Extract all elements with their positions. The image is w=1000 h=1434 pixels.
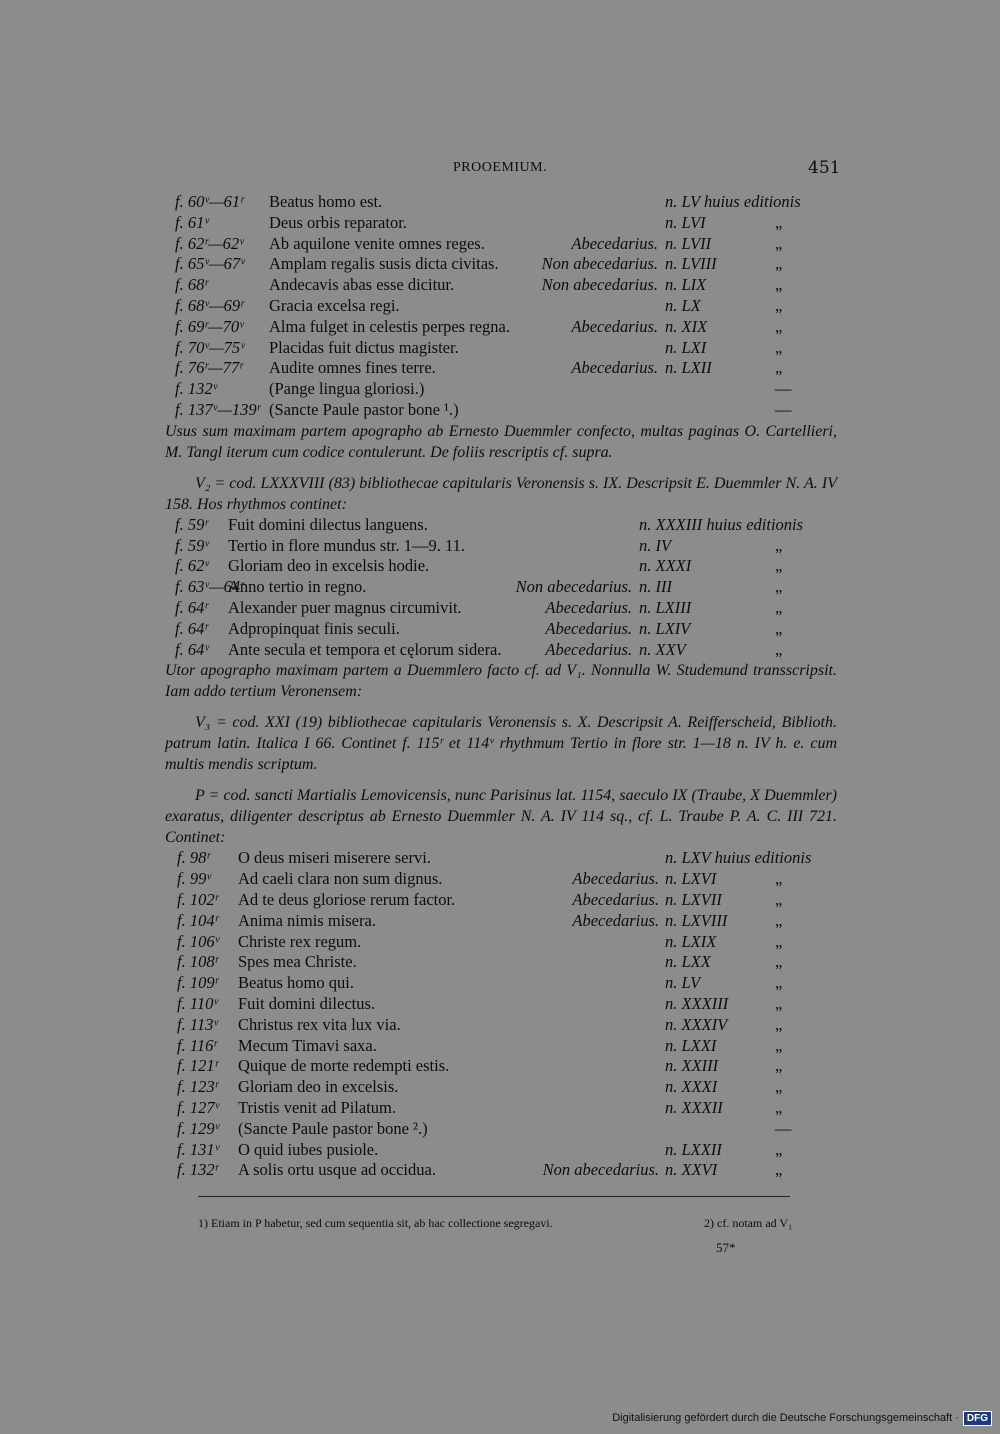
list-row [165, 848, 837, 869]
edition-number: n. XXXIII [665, 993, 729, 1013]
folio-ref: f. 129ᵛ [177, 1118, 220, 1138]
list-row [165, 275, 837, 296]
incipit-text: (Sancte Paule pastor bone ².) [238, 1118, 428, 1138]
folio-ref: f. 108ʳ [177, 952, 219, 972]
folio-ref: f. 121ʳ [177, 1056, 219, 1076]
list-row [165, 973, 837, 994]
edition-number: n. LXI [665, 337, 707, 357]
paragraph-p: P = cod. sancti Martialis Lemovicensis, nunc Parisinus lat. 1154, saeculo IX (Traube, X Duemmler) exaratus, diligenter descriptus ab Ernesto Duemmler N. A. IV 114 sq., cf. L. Traube P. A. C. III 721. Continet: [165, 787, 837, 847]
folio-ref: f. 64ʳ [175, 618, 208, 638]
ditto-mark: „ [775, 1056, 783, 1076]
ditto-mark: — [775, 399, 792, 419]
list-row [165, 338, 837, 359]
edition-number: n. XXV [639, 639, 686, 659]
list-row [165, 1160, 837, 1181]
incipit-text: Ad caeli clara non sum dignus. [238, 869, 443, 889]
abecedarius-note: Abecedarius. [572, 910, 659, 930]
ditto-mark: „ [775, 993, 783, 1013]
folio-ref: f. 131ᵛ [177, 1139, 220, 1159]
incipit-text: O quid iubes pusiole. [238, 1139, 379, 1159]
edition-number: n. LV huius editionis [665, 192, 801, 211]
incipit-text: Gloriam deo in excelsis hodie. [228, 556, 430, 576]
edition-number: n. IV [639, 535, 672, 555]
abecedarius-note: Abecedarius. [571, 316, 658, 336]
edition-number: n. LV [665, 973, 701, 993]
incipit-text: Amplam regalis susis dicta civitas. [269, 254, 499, 274]
sheet-signature: 57* [716, 1240, 736, 1255]
incipit-text: Tristis venit ad Pilatum. [238, 1097, 396, 1117]
ditto-mark: „ [775, 535, 783, 555]
list-row [165, 536, 837, 557]
edition-number: n. XXXIV [665, 1014, 728, 1034]
incipit-text: (Pange lingua gloriosi.) [269, 379, 425, 399]
incipit-text: Spes mea Christe. [238, 952, 357, 972]
folio-ref: f. 76ʳ—77ʳ [175, 358, 243, 378]
list-row [165, 379, 837, 400]
edition-number: n. LXVII [665, 889, 722, 909]
ditto-mark: „ [775, 1097, 783, 1117]
folio-ref: f. 132ᵛ [175, 379, 218, 399]
list-row [165, 1098, 837, 1119]
ditto-mark: „ [775, 1160, 783, 1180]
footnote-1: 1) Etiam in P habetur, sed cum sequentia sit, ab hac collectione segregavi. [198, 1216, 553, 1230]
folio-ref: f. 64ᵛ [175, 639, 209, 659]
list-row [165, 932, 837, 953]
abecedarius-note: Non abecedarius. [541, 275, 658, 295]
incipit-text: Fuit domini dilectus. [238, 993, 376, 1013]
paragraph-v2: V₂ = cod. LXXXVIII (83) bibliothecae capitularis Veronensis s. IX. Descripsit E. Duemmler N. A. IV 158. Hos rhythmos continet: [165, 474, 837, 513]
abecedarius-note: Abecedarius. [545, 597, 632, 617]
list-row [165, 1036, 837, 1057]
list-row [165, 192, 837, 213]
incipit-text: Andecavis abas esse dicitur. [269, 275, 455, 295]
main-text [165, 192, 837, 1181]
folio-ref: f. 127ᵛ [177, 1097, 220, 1117]
folio-ref: f. 69ʳ—70ᵛ [175, 316, 244, 336]
list-row [165, 254, 837, 275]
manuscript-list-v2 [165, 515, 837, 661]
incipit-text: Ad te deus gloriose rerum factor. [238, 889, 456, 909]
folio-ref: f. 64ʳ [175, 597, 208, 617]
list-row [165, 400, 837, 421]
footnote-rule [198, 1196, 790, 1197]
list-row [165, 515, 837, 536]
dfg-logo: DFG [963, 1411, 992, 1426]
list-row [165, 556, 837, 577]
ditto-mark: „ [775, 931, 783, 951]
ditto-mark: „ [775, 556, 783, 576]
edition-number: n. LXX [665, 952, 711, 972]
list-row [165, 994, 837, 1015]
list-row [165, 1077, 837, 1098]
incipit-text: Gracia excelsa regi. [269, 295, 400, 315]
running-head [0, 158, 1000, 182]
edition-number: n. LVIII [665, 254, 717, 274]
list-row [165, 869, 837, 890]
incipit-text: Ante secula et tempora et cęlorum sidera. [228, 639, 502, 659]
ditto-mark: — [775, 1118, 792, 1138]
edition-number: n. LIX [665, 275, 707, 295]
folio-ref: f. 113ᵛ [177, 1014, 218, 1034]
edition-number: n. III [639, 577, 672, 597]
manuscript-list-v1 [165, 192, 837, 421]
edition-number: n. LXV huius editionis [665, 848, 812, 868]
incipit-text: (Sancte Paule pastor bone ¹.) [269, 399, 459, 419]
folio-ref: f. 106ᵛ [177, 931, 220, 951]
folio-ref: f. 104ʳ [177, 910, 219, 930]
paragraph-utor: Utor apographo maximam partem a Duemmlero facto cf. ad V₁. Nonnulla W. Studemund transscripsit. Iam addo tertium Veronensem: [165, 662, 837, 701]
ditto-mark: „ [775, 337, 783, 357]
incipit-text: Alma fulget in celestis perpes regna. [269, 316, 510, 336]
abecedarius-note: Non abecedarius. [541, 254, 658, 274]
abecedarius-note: Abecedarius. [571, 358, 658, 378]
digitization-credit [612, 1408, 992, 1428]
edition-number: n. LXVI [665, 869, 717, 889]
incipit-text: Beatus homo est. [269, 192, 383, 211]
edition-number: n. XXIII [665, 1056, 719, 1076]
ditto-mark: „ [775, 275, 783, 295]
incipit-text: Tertio in flore mundus str. 1—9. 11. [228, 535, 466, 555]
list-row [165, 890, 837, 911]
list-row [165, 358, 837, 379]
folio-ref: f. 132ʳ [177, 1160, 219, 1180]
incipit-text: A solis ortu usque ad occidua. [238, 1160, 436, 1180]
folio-ref: f. 62ᵛ [175, 556, 209, 576]
folio-ref: f. 123ʳ [177, 1077, 219, 1097]
list-row [165, 234, 837, 255]
edition-number: n. XXXI [665, 1077, 718, 1097]
ditto-mark: „ [775, 973, 783, 993]
abecedarius-note: Abecedarius. [572, 869, 659, 889]
abecedarius-note: Abecedarius. [572, 889, 659, 909]
incipit-text: Alexander puer magnus circumivit. [228, 597, 462, 617]
incipit-text: Deus orbis reparator. [269, 212, 407, 232]
edition-number: n. LX [665, 295, 701, 315]
incipit-text: Adpropinquat finis seculi. [228, 618, 400, 638]
ditto-mark: „ [775, 910, 783, 930]
abecedarius-note: Non abecedarius. [515, 577, 632, 597]
folio-ref: f. 59ᵛ [175, 535, 209, 555]
list-row [165, 213, 837, 234]
incipit-text: Christus rex vita lux via. [238, 1014, 401, 1034]
edition-number: n. XXXII [665, 1097, 723, 1117]
list-row [165, 952, 837, 973]
ditto-mark: „ [775, 889, 783, 909]
edition-number: n. XXXI [639, 556, 692, 576]
folio-ref: f. 99ᵛ [177, 869, 211, 889]
folio-ref: f. 70ᵛ—75ᵛ [175, 337, 245, 357]
folio-ref: f. 65ᵛ—67ᵛ [175, 254, 245, 274]
abecedarius-note: Abecedarius. [545, 618, 632, 638]
edition-number: n. LXIII [639, 597, 692, 617]
running-title: PROOEMIUM. [453, 160, 548, 175]
ditto-mark: „ [775, 233, 783, 253]
edition-number: n. XIX [665, 316, 708, 336]
ditto-mark: „ [775, 952, 783, 972]
edition-number: n. LVI [665, 212, 706, 232]
edition-number: n. XXXIII huius editionis [639, 514, 804, 534]
incipit-text: O deus miseri miserere servi. [238, 848, 431, 868]
incipit-text: Gloriam deo in excelsis. [238, 1077, 399, 1097]
list-row [165, 296, 837, 317]
incipit-text: Fuit domini dilectus languens. [228, 514, 428, 534]
page-number: 451 [808, 158, 841, 178]
credit-text: Digitalisierung gefördert durch die Deutsche Forschungsgemeinschaft · [612, 1412, 959, 1424]
folio-ref: f. 61ᵛ [175, 212, 209, 232]
ditto-mark: „ [775, 1035, 783, 1055]
edition-number: n. LXVIII [665, 910, 728, 930]
ditto-mark: — [775, 379, 792, 399]
list-row [165, 577, 837, 598]
edition-number: n. LXXII [665, 1139, 722, 1159]
list-row [165, 1015, 837, 1036]
folio-ref: f. 62ʳ—62ᵛ [175, 233, 244, 253]
edition-number: n. LVII [665, 233, 712, 253]
ditto-mark: „ [775, 358, 783, 378]
folio-ref: f. 116ʳ [177, 1035, 218, 1055]
edition-number: n. XXVI [665, 1160, 718, 1180]
footnote-2: 2) cf. notam ad V₁ [704, 1216, 793, 1230]
folio-ref: f. 109ʳ [177, 973, 219, 993]
folio-ref: f. 68ʳ [175, 275, 208, 295]
list-row [165, 1056, 837, 1077]
abecedarius-note: Abecedarius. [571, 233, 658, 253]
folio-ref: f. 63ᵛ—64ʳ [175, 577, 244, 597]
folio-ref: f. 102ʳ [177, 889, 219, 909]
ditto-mark: „ [775, 1014, 783, 1034]
paragraph-usus: Usus sum maximam partem apographo ab Ernesto Duemmler confecto, multas paginas O. Cartellieri, M. Tangl iterum cum codice contulerunt. De foliis rescriptis cf. supra. [165, 422, 837, 461]
incipit-text: Anima nimis misera. [238, 910, 376, 930]
list-row [165, 640, 837, 661]
list-row [165, 598, 837, 619]
folio-ref: f. 137ᵛ—139ʳ [175, 399, 261, 419]
ditto-mark: „ [775, 212, 783, 232]
ditto-mark: „ [775, 1077, 783, 1097]
abecedarius-note: Non abecedarius. [542, 1160, 659, 1180]
folio-ref: f. 68ᵛ—69ʳ [175, 295, 244, 315]
incipit-text: Quique de morte redempti estis. [238, 1056, 450, 1076]
ditto-mark: „ [775, 577, 783, 597]
ditto-mark: „ [775, 639, 783, 659]
folio-ref: f. 110ᵛ [177, 993, 218, 1013]
incipit-text: Beatus homo qui. [238, 973, 354, 993]
incipit-text: Placidas fuit dictus magister. [269, 337, 459, 357]
folio-ref: f. 59ʳ [175, 514, 208, 534]
ditto-mark: „ [775, 618, 783, 638]
ditto-mark: „ [775, 254, 783, 274]
ditto-mark: „ [775, 295, 783, 315]
incipit-text: Mecum Timavi saxa. [238, 1035, 377, 1055]
ditto-mark: „ [775, 869, 783, 889]
incipit-text: Anno tertio in regno. [228, 577, 367, 597]
edition-number: n. LXXI [665, 1035, 717, 1055]
list-row [165, 911, 837, 932]
list-row [165, 317, 837, 338]
list-row [165, 1140, 837, 1161]
list-row [165, 1119, 837, 1140]
edition-number: n. LXIX [665, 931, 717, 951]
incipit-text: Audite omnes fines terre. [269, 358, 436, 378]
folio-ref: f. 98ʳ [177, 848, 210, 868]
edition-number: n. LXII [665, 358, 712, 378]
incipit-text: Christe rex regum. [238, 931, 362, 951]
incipit-text: Ab aquilone venite omnes reges. [269, 233, 485, 253]
ditto-mark: „ [775, 316, 783, 336]
ditto-mark: „ [775, 597, 783, 617]
paragraph-v3: V₃ = cod. XXI (19) bibliothecae capitularis Veronensis s. X. Descripsit A. Reifferscheid, Biblioth. patrum latin. Italica I 66. Continet f. 115ʳ et 114ᵛ rhythmum Tertio in flore str. 1—18 n. IV h. e. cum multis mendis scriptum. [165, 714, 837, 774]
list-row [165, 619, 837, 640]
edition-number: n. LXIV [639, 618, 691, 638]
ditto-mark: „ [775, 1139, 783, 1159]
manuscript-list-p [165, 848, 837, 1181]
abecedarius-note: Abecedarius. [545, 639, 632, 659]
folio-ref: f. 60ᵛ—61ʳ [175, 192, 244, 211]
